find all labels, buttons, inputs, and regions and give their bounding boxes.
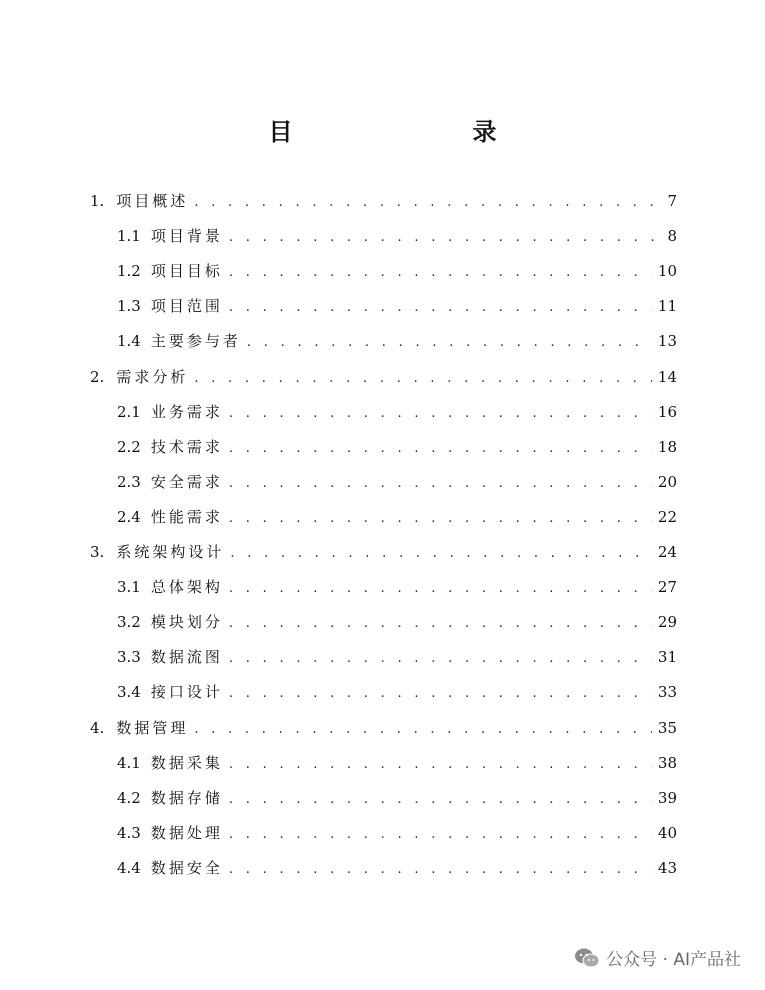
toc-entry-number: 3.1	[117, 578, 141, 597]
toc-entry[interactable]	[117, 258, 677, 284]
toc-entry-label: 数据处理	[150, 823, 223, 842]
toc-entry[interactable]	[117, 399, 677, 425]
toc-dot-leader	[229, 787, 652, 813]
toc-entry-label: 总体架构	[150, 578, 223, 597]
toc-entry-label: 主要参与者	[150, 332, 241, 351]
toc-entry-number: 2.2	[117, 437, 141, 456]
toc-dot-leader	[229, 611, 652, 637]
toc-dot-leader	[194, 366, 652, 392]
page-title: 目 录	[268, 118, 541, 146]
wechat-icon	[574, 947, 600, 969]
toc-entry[interactable]	[117, 679, 677, 705]
toc-entry[interactable]	[90, 188, 677, 214]
toc-entry-label: 业务需求	[150, 402, 223, 421]
toc-entry-number: 1.1	[117, 227, 141, 246]
toc-entry[interactable]	[117, 820, 677, 846]
toc-dot-leader	[229, 576, 652, 602]
toc-entry-label: 数据流图	[150, 648, 223, 667]
toc-entry-page: 13	[657, 332, 677, 351]
toc-entry[interactable]	[117, 328, 677, 354]
toc-entry-page: 31	[657, 648, 677, 667]
toc-entry[interactable]	[117, 785, 677, 811]
toc-entry-label: 技术需求	[150, 437, 223, 456]
toc-entry-page: 38	[657, 753, 677, 772]
toc-entry[interactable]	[117, 293, 677, 319]
toc-entry-page: 11	[657, 297, 677, 316]
toc-entry[interactable]	[90, 364, 677, 390]
toc-entry-number: 4.2	[117, 788, 141, 807]
toc-entry-page: 8	[667, 227, 677, 246]
toc-entry-number: 3.4	[117, 683, 141, 702]
toc-entry-number: 1.	[90, 192, 105, 210]
toc-dot-leader	[229, 646, 652, 672]
toc-entry-label: 数据采集	[150, 753, 223, 772]
toc-entry[interactable]	[117, 574, 677, 600]
toc-entry-number: 1.4	[117, 332, 141, 351]
toc-dot-leader	[229, 471, 652, 497]
toc-entry-label: 项目目标	[150, 262, 223, 281]
toc-entry-number: 2.4	[117, 507, 141, 526]
toc-entry[interactable]	[117, 504, 677, 530]
toc-entry-label: 项目范围	[150, 297, 223, 316]
toc-dot-leader	[229, 436, 652, 462]
toc-entry-number: 3.3	[117, 648, 141, 667]
toc-entry[interactable]	[117, 750, 677, 776]
toc-entry-label: 数据管理	[116, 718, 189, 737]
toc-entry-label: 项目概述	[116, 192, 189, 210]
toc-entry-page: 14	[657, 367, 677, 386]
toc-dot-leader	[229, 295, 652, 321]
toc-dot-leader	[229, 752, 652, 778]
toc-entry-number: 3.	[90, 543, 105, 561]
toc-entry-page: 20	[657, 472, 677, 491]
toc-entry[interactable]	[90, 715, 677, 741]
toc-entry-label: 安全需求	[150, 472, 223, 491]
toc-dot-leader	[229, 681, 652, 707]
toc-entry-number: 4.	[90, 718, 105, 737]
toc-entry-label: 项目背景	[150, 227, 223, 246]
toc-entry-page: 43	[657, 858, 677, 877]
toc-entry-number: 1.3	[117, 297, 141, 316]
toc-entry[interactable]	[117, 609, 677, 635]
toc-dot-leader	[229, 506, 652, 532]
toc-dot-leader	[230, 541, 652, 567]
watermark-text: 公众号 · AI产品社	[606, 950, 741, 970]
toc-entry-number: 4.3	[117, 823, 141, 842]
toc-entry-page: 7	[667, 192, 677, 210]
toc-entry-label: 接口设计	[150, 683, 223, 702]
toc-entry-label: 需求分析	[116, 367, 189, 386]
toc-entry-label: 数据安全	[150, 858, 223, 877]
toc-dot-leader	[194, 190, 657, 216]
toc-entry-number: 3.2	[117, 613, 141, 632]
toc-entry-label: 系统架构设计	[116, 543, 225, 561]
toc-entry-number: 2.	[90, 367, 105, 386]
toc-entry-page: 27	[657, 578, 677, 597]
toc-entry-page: 33	[657, 683, 677, 702]
toc-entry-number: 4.1	[117, 753, 141, 772]
toc-entry-label: 模块划分	[150, 613, 223, 632]
toc-entry-number: 1.2	[117, 262, 141, 281]
toc-entry[interactable]	[90, 539, 677, 565]
toc-dot-leader	[247, 330, 652, 356]
toc-dot-leader	[229, 260, 652, 286]
toc-dot-leader	[229, 401, 652, 427]
toc-entry[interactable]	[117, 469, 677, 495]
toc-entry-page: 40	[657, 823, 677, 842]
toc-entry[interactable]	[117, 434, 677, 460]
toc-entry-page: 29	[657, 613, 677, 632]
toc-entry[interactable]	[117, 855, 677, 881]
toc-dot-leader	[229, 225, 657, 251]
toc-entry-page: 24	[657, 543, 677, 561]
toc-entry-label: 数据存储	[150, 788, 223, 807]
toc-entry-page: 35	[657, 718, 677, 737]
toc-entry-page: 18	[657, 437, 677, 456]
toc-entry-page: 39	[657, 788, 677, 807]
toc-dot-leader	[229, 857, 652, 883]
toc-dot-leader	[194, 717, 652, 743]
toc-entry[interactable]	[117, 644, 677, 670]
toc-entry-page: 16	[657, 402, 677, 421]
toc-entry-page: 10	[657, 262, 677, 281]
toc-dot-leader	[229, 822, 652, 848]
toc-entry[interactable]	[117, 223, 677, 249]
toc-entry-page: 22	[657, 507, 677, 526]
toc-entry-number: 2.1	[117, 402, 141, 421]
watermark	[574, 945, 741, 970]
toc-entry-number: 4.4	[117, 858, 141, 877]
toc-entry-number: 2.3	[117, 472, 141, 491]
toc-entry-label: 性能需求	[150, 507, 223, 526]
